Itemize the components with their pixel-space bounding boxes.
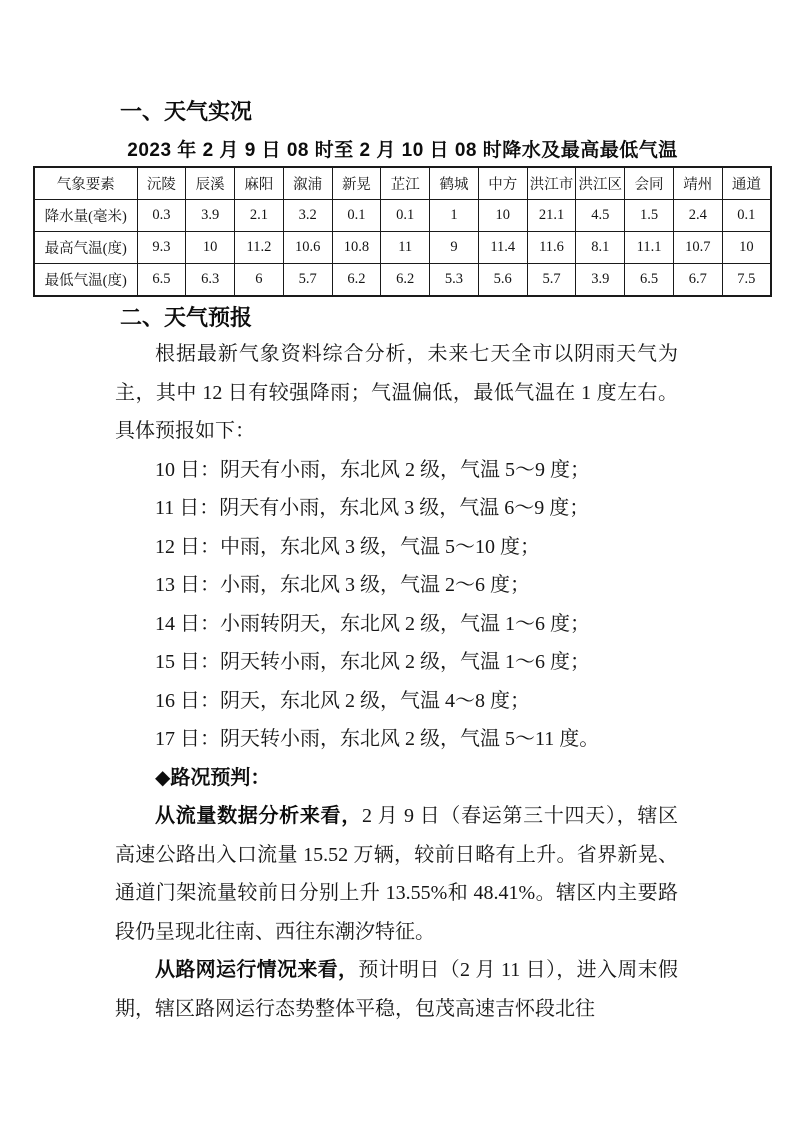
row-label: 最高气温(度) (34, 232, 137, 264)
column-header: 靖州 (673, 167, 722, 200)
road-forecast-heading-label: 路况预判： (170, 766, 271, 789)
table-row (34, 264, 771, 297)
table-cell: 6.7 (673, 264, 722, 297)
table-cell: 1.5 (625, 200, 674, 232)
column-header: 洪江市 (527, 167, 576, 200)
table-cell: 0.1 (332, 200, 381, 232)
table-cell: 6 (235, 264, 284, 297)
table-cell: 6.3 (186, 264, 235, 297)
table-cell: 0.1 (381, 200, 430, 232)
column-header: 麻阳 (235, 167, 284, 200)
diamond-bullet-icon: ◆ (155, 766, 171, 789)
table-cell: 4.5 (576, 200, 625, 232)
weather-table-body (34, 200, 771, 297)
weather-table-header-row (34, 167, 771, 200)
column-header: 气象要素 (34, 167, 137, 200)
column-header: 鹤城 (430, 167, 479, 200)
forecast-line: 11 日：阴天有小雨，东北风 3 级，气温 6～9 度； (155, 497, 590, 519)
forecast-intro-paragraph: 根据最新气象资料综合分析，未来七天全市以阴雨天气为主，其中 12 日有较强降雨；气温偏低，最低气温在 1 度左右。具体预报如下： (115, 343, 678, 442)
traffic-flow-lead-in: 从流量数据分析来看， (155, 805, 362, 827)
table-cell: 0.1 (722, 200, 771, 232)
road-network-lead-in: 从路网运行情况来看， (155, 959, 359, 981)
row-label: 降水量(毫米) (34, 200, 137, 232)
table-row (34, 200, 771, 232)
table-cell: 21.1 (527, 200, 576, 232)
road-forecast-heading (115, 759, 678, 798)
forecast-list (0, 451, 793, 759)
table-cell: 0.3 (137, 200, 186, 232)
column-header: 沅陵 (137, 167, 186, 200)
forecast-line: 16 日：阴天，东北风 2 级，气温 4～8 度； (155, 689, 530, 712)
road-network-text: 预计明日（2 月 11 日），进入周末假期，辖区路网运行态势整体平稳，包茂高速吉怀段北往 (115, 959, 678, 1020)
forecast-line: 10 日：阴天有小雨，东北风 2 级，气温 5～9 度； (155, 458, 590, 481)
table-cell: 6.5 (625, 264, 674, 297)
forecast-line: 17 日：阴天转小雨，东北风 2 级，气温 5～11 度。 (155, 728, 600, 750)
column-header: 芷江 (381, 167, 430, 200)
forecast-line: 15 日：阴天转小雨，东北风 2 级，气温 1～6 度； (155, 651, 590, 673)
road-network-paragraph (115, 951, 678, 1028)
traffic-flow-text: 2 月 9 日（春运第三十四天），辖区高速公路出入口流量 15.52 万辆，较前日略有上升。省界新晃、通道门架流量较前日分别上升 13.55%和 48.41%。辖区内主要路段仍呈现北往南、西往东潮汐特征。 (115, 805, 679, 943)
section1-heading: 一、天气实况 (120, 99, 253, 124)
table-cell: 11 (381, 232, 430, 264)
row-label: 最低气温(度) (34, 264, 137, 297)
table-cell: 2.4 (673, 200, 722, 232)
table-cell: 5.7 (283, 264, 332, 297)
table-cell: 10.7 (673, 232, 722, 264)
table-cell: 3.9 (576, 264, 625, 297)
table-row (34, 232, 771, 264)
forecast-line: 12 日：中雨，东北风 3 级，气温 5～10 度； (155, 535, 540, 558)
table-cell: 6.2 (332, 264, 381, 297)
table-cell: 3.9 (186, 200, 235, 232)
table-cell: 11.4 (478, 232, 527, 264)
forecast-line: 13 日：小雨，东北风 3 级，气温 2～6 度； (155, 574, 530, 596)
table-cell: 5.3 (430, 264, 479, 297)
table-cell: 6.5 (137, 264, 186, 297)
forecast-line: 14 日：小雨转阴天，东北风 2 级，气温 1～6 度； (155, 612, 590, 635)
section2-heading: 二、天气预报 (120, 305, 253, 330)
table-cell: 2.1 (235, 200, 284, 232)
table-cell: 11.2 (235, 232, 284, 264)
traffic-flow-paragraph (115, 797, 678, 951)
table-cell: 10 (722, 232, 771, 264)
table-cell: 5.6 (478, 264, 527, 297)
column-header: 辰溪 (186, 167, 235, 200)
table-cell: 9 (430, 232, 479, 264)
table-cell: 11.1 (625, 232, 674, 264)
table-cell: 8.1 (576, 232, 625, 264)
table-cell: 9.3 (137, 232, 186, 264)
column-header: 溆浦 (283, 167, 332, 200)
table-cell: 1 (430, 200, 479, 232)
table-cell: 10 (478, 200, 527, 232)
weather-table (33, 166, 772, 297)
column-header: 中方 (478, 167, 527, 200)
column-header: 会同 (625, 167, 674, 200)
column-header: 新晃 (332, 167, 381, 200)
table-cell: 10.6 (283, 232, 332, 264)
column-header: 通道 (722, 167, 771, 200)
table-cell: 6.2 (381, 264, 430, 297)
table-cell: 7.5 (722, 264, 771, 297)
table-cell: 5.7 (527, 264, 576, 297)
table-title: 2023 年 2 月 9 日 08 时至 2 月 10 日 08 时降水及最高最低气温 (127, 140, 678, 161)
table-cell: 11.6 (527, 232, 576, 264)
table-cell: 10 (186, 232, 235, 264)
table-cell: 3.2 (283, 200, 332, 232)
table-cell: 10.8 (332, 232, 381, 264)
column-header: 洪江区 (576, 167, 625, 200)
